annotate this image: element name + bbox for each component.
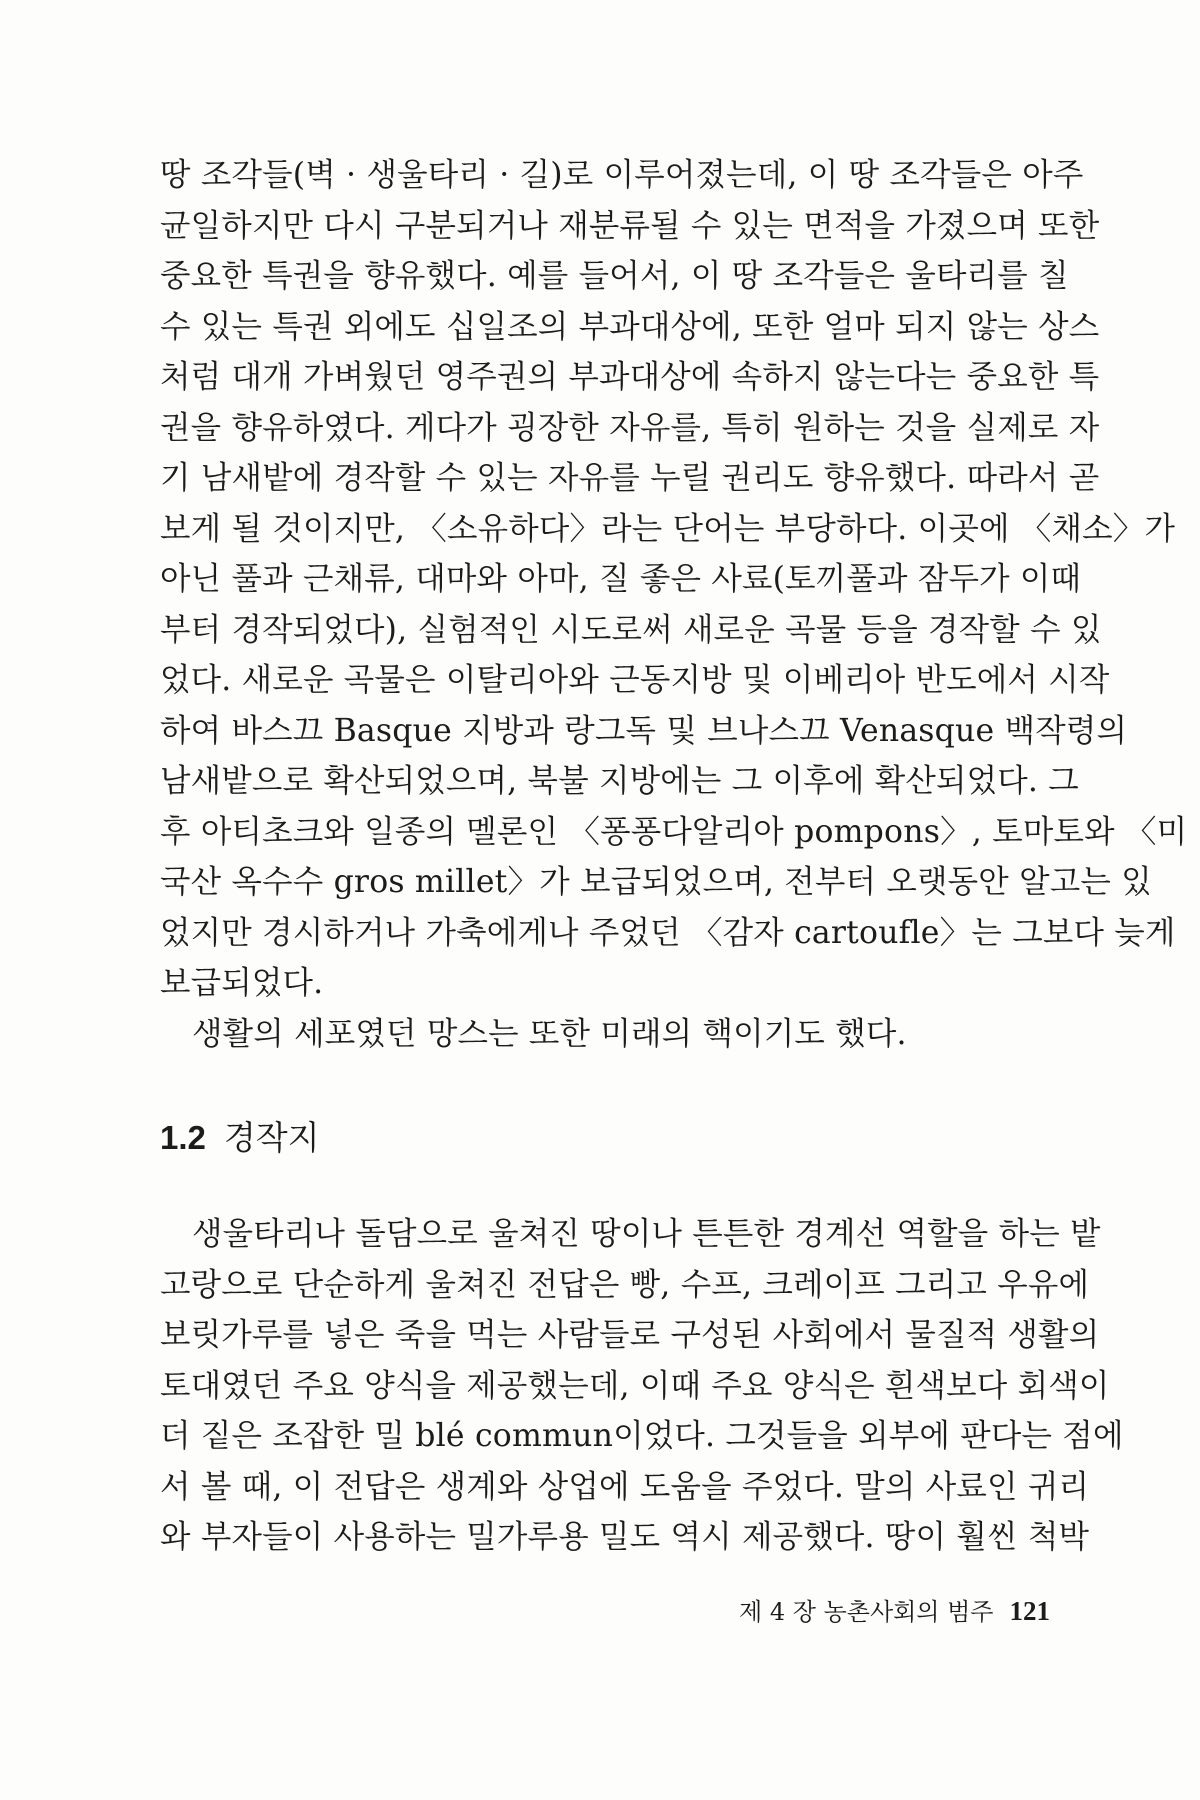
text-line: 후 아티초크와 일종의 멜론인 〈퐁퐁다알리아 pompons〉, 토마토와 〈미 xyxy=(160,813,1188,850)
text-line: 보게 될 것이지만, 〈소유하다〉라는 단어는 부당하다. 이곳에 〈채소〉가 xyxy=(160,510,1176,547)
text-line: 아닌 풀과 근채류, 대마와 아마, 질 좋은 사료(토끼풀과 잠두가 이때 xyxy=(160,561,1082,597)
text-line: 처럼 대개 가벼웠던 영주권의 부과대상에 속하지 않는다는 중요한 특 xyxy=(160,359,1100,395)
text-line: 하여 바스끄 Basque 지방과 랑그독 및 브나스끄 Venasque 백작령의 xyxy=(160,712,1128,749)
paragraph-1 xyxy=(160,150,1188,1009)
text-line: 균일하지만 다시 구분되거나 재분류될 수 있는 면적을 가졌으며 또한 xyxy=(160,207,1100,244)
text-line: 부터 경작되었다), 실험적인 시도로써 새로운 곡물 등을 경작할 수 있 xyxy=(160,611,1102,648)
section-title: 경작지 xyxy=(223,1118,320,1157)
text-line: 땅 조각들(벽 · 생울타리 · 길)로 이루어졌는데, 이 땅 조각들은 아주 xyxy=(160,157,1084,193)
text-line: 수 있는 특권 외에도 십일조의 부과대상에, 또한 얼마 되지 않는 상스 xyxy=(160,308,1100,345)
page-number: 121 xyxy=(1009,1596,1050,1626)
text-line: 서 볼 때, 이 전답은 생계와 상업에 도움을 주었다. 말의 사료인 귀리 xyxy=(160,1468,1090,1505)
paragraph-2 xyxy=(160,1009,1050,1060)
text-line: 토대였던 주요 양식을 제공했는데, 이때 주요 양식은 흰색보다 회색이 xyxy=(160,1367,1110,1404)
text-line: 더 짙은 조잡한 밀 blé commun이었다. 그것들을 외부에 판다는 점에 xyxy=(160,1418,1124,1454)
text-line: 생울타리나 돌담으로 울쳐진 땅이나 튼튼한 경계선 역할을 하는 밭 xyxy=(192,1216,1101,1252)
text-line: 와 부자들이 사용하는 밀가루용 밀도 역시 제공했다. 땅이 훨씬 척박 xyxy=(160,1519,1090,1555)
text-line: 보급되었다. xyxy=(160,965,324,1001)
text-line: 중요한 특권을 향유했다. 예를 들어서, 이 땅 조각들은 울타리를 칠 xyxy=(160,258,1069,294)
text-line: 었다. 새로운 곡물은 이탈리아와 근동지방 및 이베리아 반도에서 시작 xyxy=(160,662,1110,698)
text-line: 남새밭으로 확산되었으며, 북불 지방에는 그 이후에 확산되었다. 그 xyxy=(160,763,1079,799)
text-line: 었지만 경시하거나 가축에게나 주었던 〈감자 cartoufle〉는 그보다 늦게 xyxy=(160,914,1176,951)
text-line: 보릿가루를 넣은 죽을 먹는 사람들로 구성된 사회에서 물질적 생활의 xyxy=(160,1317,1100,1353)
section-heading xyxy=(160,1115,1050,1161)
text-line: 국산 옥수수 gros millet〉가 보급되었으며, 전부터 오랫동안 알고는 있 xyxy=(160,864,1152,900)
text-line: 기 남새밭에 경작할 수 있는 자유를 누릴 권리도 향유했다. 따라서 곧 xyxy=(160,460,1100,496)
text-line: 권을 향유하였다. 게다가 굉장한 자유를, 특히 원하는 것을 실제로 자 xyxy=(160,409,1100,446)
paragraph-3 xyxy=(160,1209,1124,1563)
section-number: 1.2 xyxy=(160,1119,206,1156)
text-line: 고랑으로 단순하게 울쳐진 전답은 빵, 수프, 크레이프 그리고 우유에 xyxy=(160,1266,1090,1303)
running-footer xyxy=(739,1596,1050,1627)
page-body xyxy=(160,150,1188,1563)
text-line: 생활의 세포였던 망스는 또한 미래의 핵이기도 했다. xyxy=(192,1015,907,1052)
chapter-title: 제 4 장 농촌사회의 범주 xyxy=(739,1598,994,1626)
